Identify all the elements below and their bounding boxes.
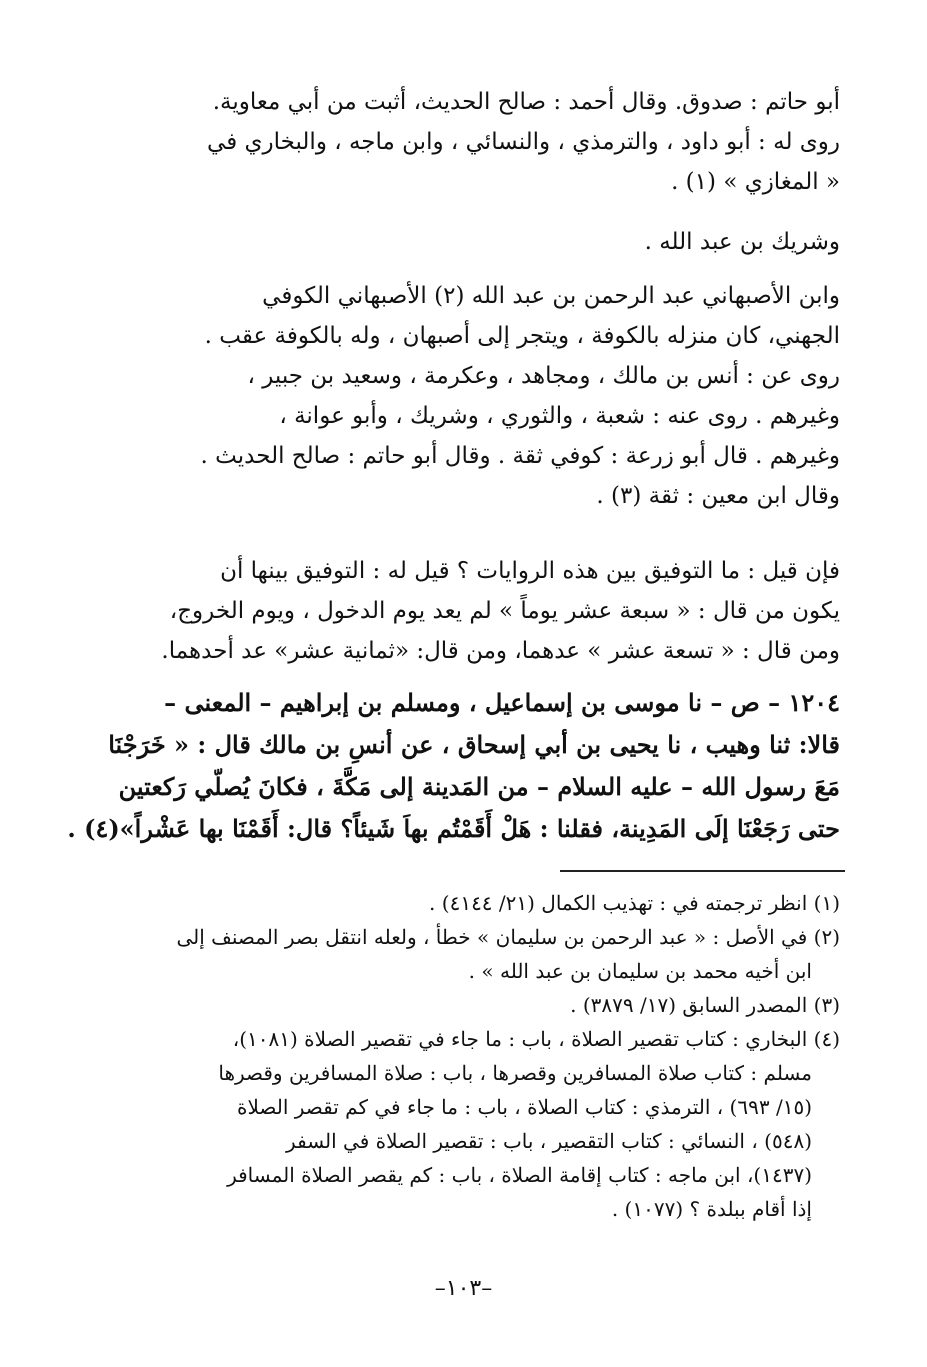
footnote-divider	[560, 870, 845, 872]
text-line: أبو حاتم : صدوق. وقال أحمد : صالح الحديث، أثبت من أبي معاوية.	[212, 89, 840, 115]
footnote-line: (١٤٣٧)، ابن ماجه : كتاب إقامة الصلاة ، باب : كم يقصر الصلاة المسافر	[227, 1163, 812, 1187]
paragraph-ibn-al-asbahani	[150, 276, 840, 516]
text-line: يكون من قال : « سبعة عشر يوماً » لم يعد يوم الدخول ، ويوم الخروج،	[169, 598, 840, 624]
hadith-line: قالا: ثنا وهيب ، نا يحيى بن أبي إسحاق ، عن أنسِ بن مالك قال : « خَرَجْنَا	[108, 730, 840, 759]
footnote-line: إذا أقام ببلدة ؟ (١٠٧٧) .	[611, 1197, 812, 1221]
paragraph-reconciliation	[150, 551, 840, 671]
text-line: وشريك بن عبد الله .	[644, 229, 840, 255]
footnote-line: ابن أخيه محمد بن سليمان بن عبد الله » .	[468, 959, 812, 983]
paragraph-abu-hatim	[150, 82, 840, 202]
footnote-line: (٥٤٨) ، النسائي : كتاب التقصير ، باب : تقصير الصلاة في السفر	[286, 1129, 812, 1153]
text-line: روى له : أبو داود ، والترمذي ، والنسائي ، وابن ماجه ، والبخاري في	[207, 129, 840, 155]
paragraph-sharik	[150, 222, 840, 262]
footnote-line: (١) انظر ترجمته في : تهذيب الكمال (٢١/ ٤١٤٤) .	[429, 891, 840, 915]
footnote-line: (١٥/ ٦٩٣) ، الترمذي : كتاب الصلاة ، باب : ما جاء في كم تقصر الصلاة	[237, 1095, 812, 1119]
hadith-1204	[67, 682, 840, 850]
text-line: ومن قال : « تسعة عشر » عدهما، ومن قال: «ثمانية عشر» عد أحدهما.	[161, 638, 840, 664]
text-line: « المغازي » (١) .	[671, 169, 840, 195]
footnotes	[150, 886, 840, 1226]
hadith-line: ١٢٠٤ – ص – نا موسى بن إسماعيل ، ومسلم بن إبراهيم – المعنى –	[164, 688, 840, 717]
text-line: وابن الأصبهاني عبد الرحمن بن عبد الله (٢) الأصبهاني الكوفي	[262, 283, 840, 309]
hadith-line: مَعَ رسول الله – عليه السلام – من المَدينة إلى مَكَّةَ ، فكانَ يُصلّي رَكعتين	[118, 772, 840, 801]
footnote-line: (٣) المصدر السابق (١٧/ ٣٨٧٩) .	[570, 993, 840, 1017]
text-line: وغيرهم . روى عنه : شعبة ، والثوري ، وشريك ، وأبو عوانة ،	[279, 403, 840, 429]
text-line: فإن قيل : ما التوفيق بين هذه الروايات ؟ قيل له : التوفيق بينها أن	[220, 558, 840, 584]
footnote-line: (٤) البخاري : كتاب تقصير الصلاة ، باب : ما جاء في تقصير الصلاة (١٠٨١)،	[232, 1027, 840, 1051]
page-number: –١٠٣–	[434, 1276, 493, 1301]
footnote-line: (٢) في الأصل : « عبد الرحمن بن سليمان » خطأ ، ولعله انتقل بصر المصنف إلى	[176, 925, 840, 949]
text-line: وغيرهم . قال أبو زرعة : كوفي ثقة . وقال أبو حاتم : صالح الحديث .	[200, 443, 840, 469]
footnote-line: مسلم : كتاب صلاة المسافرين وقصرها ، باب : صلاة المسافرين وقصرها	[218, 1061, 812, 1085]
text-line: روى عن : أنس بن مالك ، ومجاهد ، وعكرمة ، وسعيد بن جبير ،	[247, 363, 840, 389]
hadith-line: حتى رَجَعْنَا إلَى المَدِينة، فقلنا : هَلْ أَقَمْتُم بهاَ شَيئاً؟ قال: أَقَمْنَا بها عَشْراً»(٤) .	[67, 814, 840, 843]
text-line: وقال ابن معين : ثقة (٣) .	[596, 483, 840, 509]
text-line: الجهني، كان منزله بالكوفة ، ويتجر إلى أصبهان ، وله بالكوفة عقب .	[204, 323, 840, 349]
